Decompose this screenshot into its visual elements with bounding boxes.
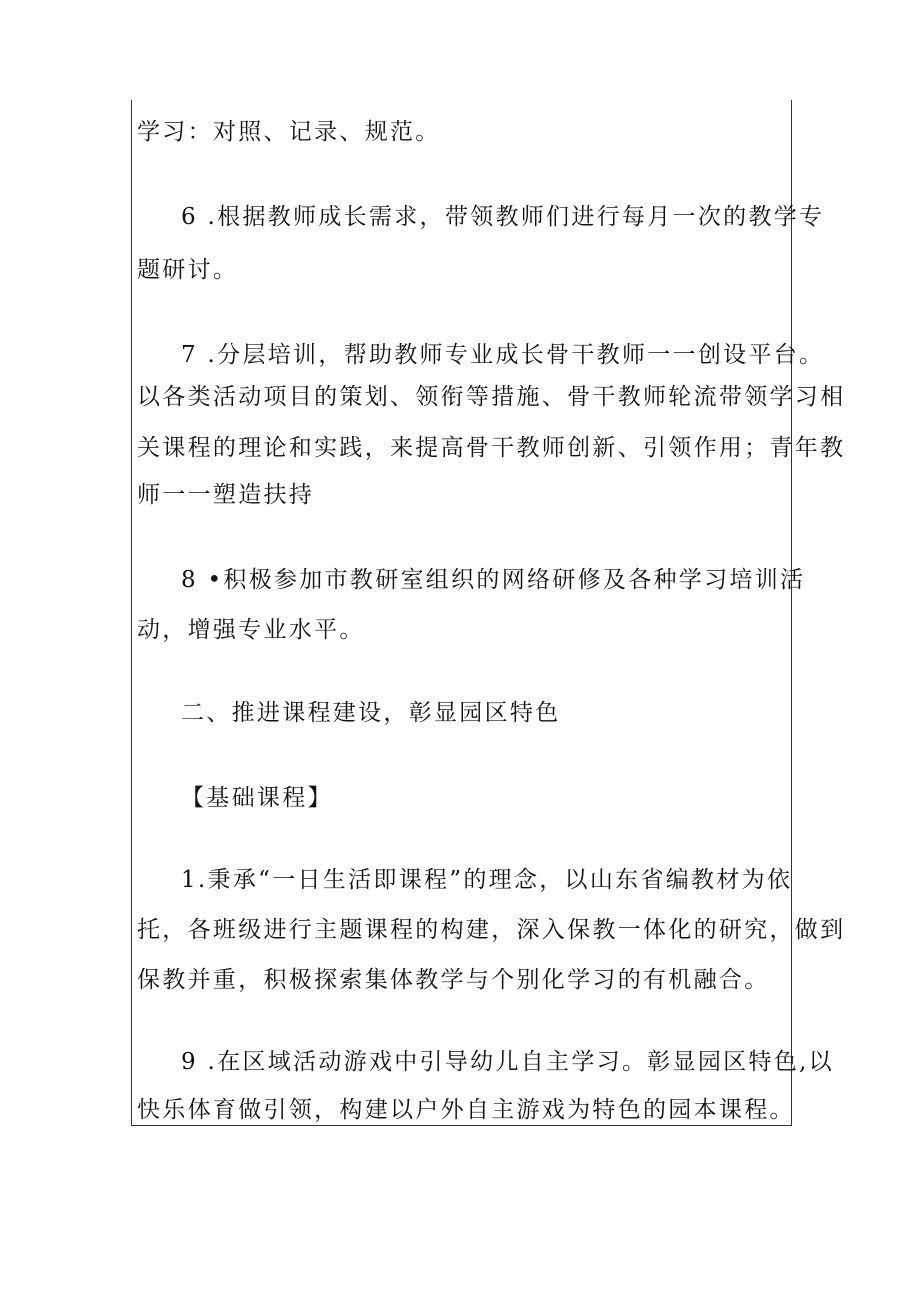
subsection-heading: 【基础课程】: [181, 785, 333, 811]
paragraph-line: 学习：对照、记录、规范。: [137, 119, 441, 145]
paragraph-line: 1.秉承“一日生活即课程”的理念，以山东省编教材为依: [181, 867, 793, 893]
paragraph-line: 托，各班级进行主题课程的构建，深入保教一体化的研究，做到: [137, 917, 846, 943]
section-heading: 二、推进课程建设，彰显园区特色: [181, 700, 561, 726]
paragraph-line: 师一一塑造扶持: [137, 482, 315, 508]
paragraph-line: 9 .在区域活动游戏中引导幼儿自主学习。彰显园区特色,以: [181, 1049, 834, 1075]
paragraph-line: 保教并重，积极探索集体教学与个别化学习的有机融合。: [137, 967, 770, 993]
paragraph-line: 快乐体育做引领，构建以户外自主游戏为特色的园本课程。: [137, 1097, 795, 1123]
paragraph-line: 8 •积极参加市教研室组织的网络研修及各种学习培训活: [181, 567, 806, 593]
paragraph-line: 题研讨。: [137, 257, 239, 283]
paragraph-line: 动，增强专业水平。: [137, 617, 365, 643]
paragraph-line: 以各类活动项目的策划、领衔等措施、骨干教师轮流带领学习相: [137, 384, 846, 410]
paragraph-line: 关课程的理论和实践，来提高骨干教师创新、引领作用；青年教: [137, 435, 846, 461]
paragraph-line: 6 .根据教师成长需求，带领教师们进行每月一次的教学专: [181, 204, 825, 230]
paragraph-line: 7 .分层培训，帮助教师专业成长骨干教师一一创设平台。: [181, 342, 825, 368]
